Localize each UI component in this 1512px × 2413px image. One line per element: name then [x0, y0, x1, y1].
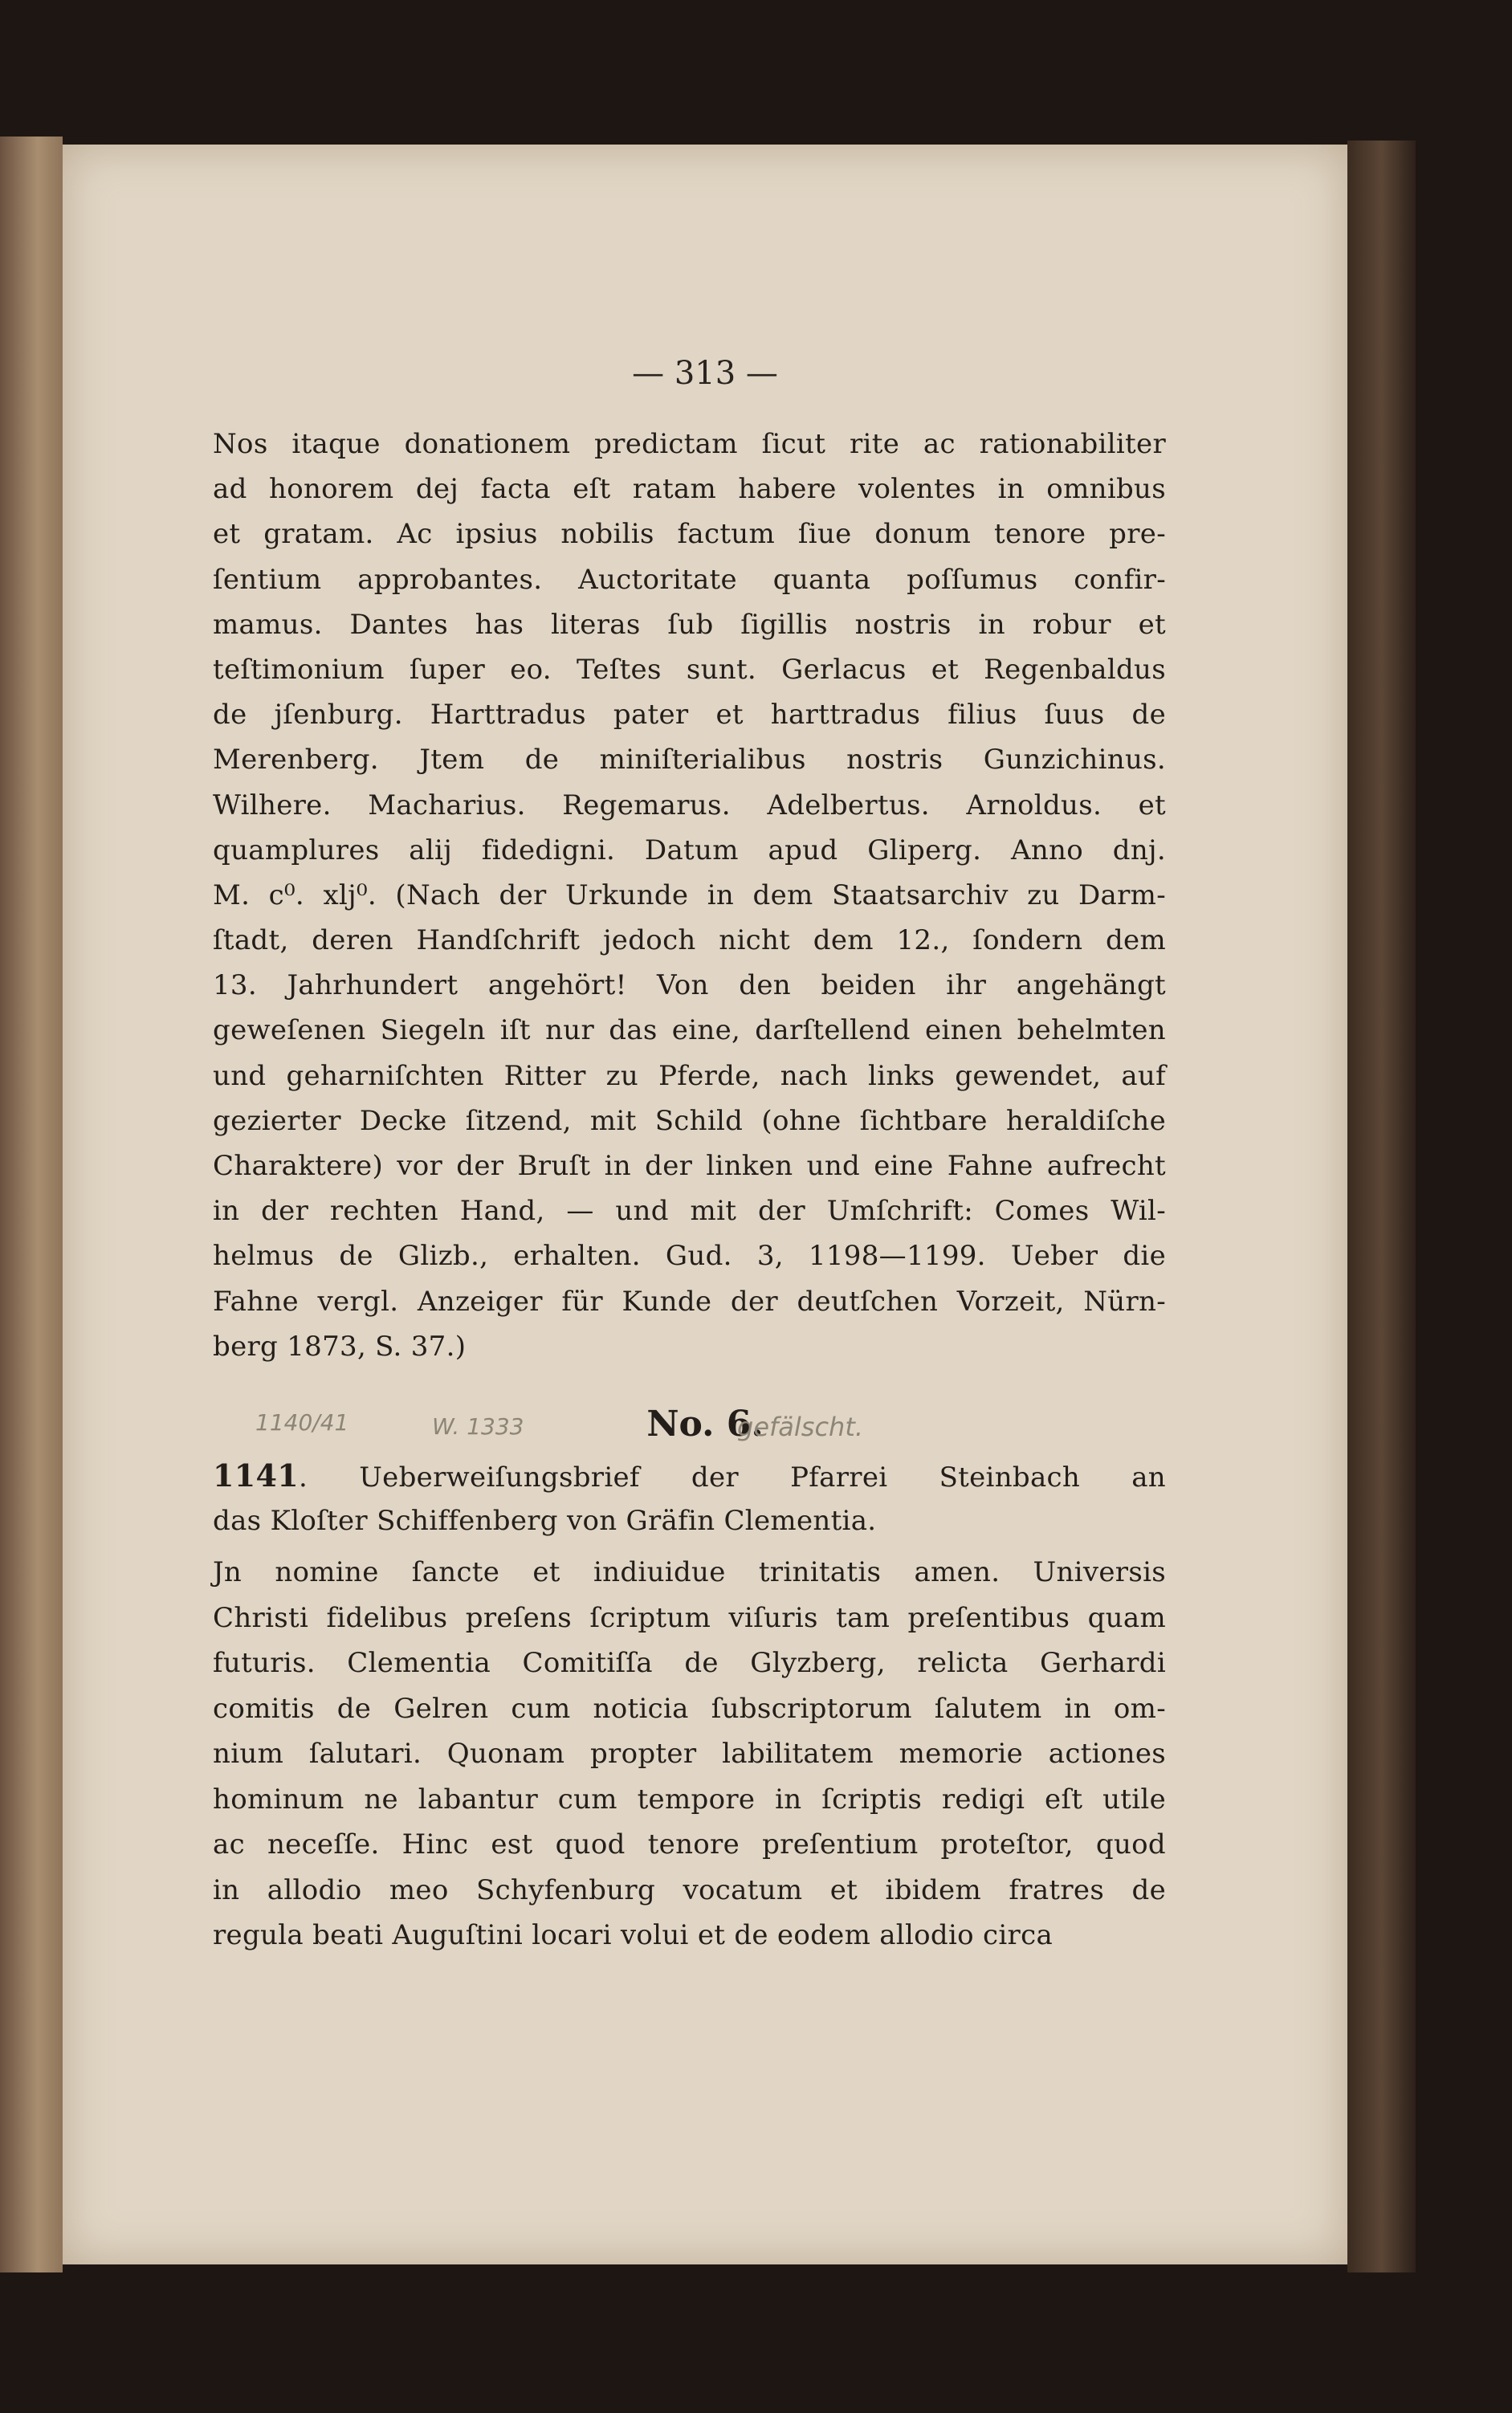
text-line: 13. Jahrhundert angehört! Von den beiden ihr angehängt	[213, 969, 1166, 1002]
text-line: futuris. Clementia Comitiſſa de Glyzberg, relicta Gerhardi	[213, 1647, 1166, 1679]
text-line: in der rechten Hand, — und mit der Umſchrift: Comes Wil-	[213, 1195, 1166, 1228]
text-line: teſtimonium ſuper eo. Teſtes sunt. Gerlacus et Regenbaldus	[213, 653, 1166, 686]
text-line: quamplures alij fidedigni. Datum apud Gliperg. Anno dnj.	[213, 834, 1166, 866]
text-line: regula beati Auguſtini locari volui et de eodem allodio circa	[213, 1919, 1054, 1951]
text-line: Merenberg. Jtem de miniſterialibus nostris Gunzichinus.	[213, 744, 1166, 776]
text-line: mamus. Dantes has literas ſub ſigillis nostris in robur et	[213, 608, 1166, 641]
text-line: nium ſalutari. Quonam propter labilitatem memorie actiones	[213, 1738, 1166, 1770]
pencil-note-middle: W. 1333	[432, 1413, 524, 1440]
pencil-note-right: gefälscht.	[737, 1412, 864, 1442]
text-line: Jn nomine ſancte et indiuidue trinitatis amen. Universis	[213, 1556, 1166, 1588]
text-line: hominum ne labantur cum tempore in ſcriptis redigi eſt utile	[213, 1783, 1166, 1816]
text-line: helmus de Glizb., erhalten. Gud. 3, 1198—1199. Ueber die	[213, 1240, 1166, 1273]
text-line: de jſenburg. Harttradus pater et harttradus filius ſuus de	[213, 699, 1166, 732]
text-line: Christi fidelibus preſens ſcriptum viſuris tam preſentibus quam	[213, 1601, 1166, 1634]
book-page	[63, 145, 1347, 2264]
text-line: geweſenen Siegeln iſt nur das eine, darſtellend einen behelmten	[213, 1014, 1166, 1047]
paragraph-1	[213, 422, 1166, 1369]
text-line: ſtadt, deren Handſchrift jedoch nicht dem 12., ſondern dem	[213, 924, 1166, 957]
text-line: comitis de Gelren cum noticia ſubscriptorum ſalutem in om-	[213, 1692, 1166, 1725]
pencil-note-left: 1140/41	[255, 1409, 349, 1436]
text-line: Wilhere. Macharius. Regemarus. Adelbertus. Arnoldus. et	[213, 789, 1166, 821]
page-number: — 313 —	[632, 355, 778, 392]
heading-title-line-1: . Ueberweiſungsbrief der Pfarrei Steinbach an	[298, 1461, 1166, 1494]
text-line: ſentium approbantes. Auctoritate quanta poſſumus confir-	[213, 563, 1166, 596]
text-line: und geharniſchten Ritter zu Pferde, nach links gewendet, auf	[213, 1059, 1166, 1092]
text-line: et gratam. Ac ipsius nobilis factum ſiue donum tenore pre-	[213, 518, 1166, 551]
document-heading	[213, 1453, 1166, 1543]
document-number: No. 6.	[646, 1404, 764, 1445]
paragraph-2	[213, 1550, 1166, 1959]
text-line: Fahne vergl. Anzeiger für Kunde der deutſchen Vorzeit, Nürn-	[213, 1285, 1166, 1318]
text-line: in allodio meo Schyfenburg vocatum et ibidem fratres de	[213, 1873, 1166, 1906]
text-line: ac neceſſe. Hinc est quod tenore preſentium proteſtor, quod	[213, 1828, 1166, 1861]
book-binding-edge	[1347, 141, 1416, 2272]
text-line: Charaktere) vor der Bruſt in der linken und eine Fahne aufrecht	[213, 1150, 1166, 1182]
left-page-edge	[0, 137, 63, 2272]
text-line: berg 1873, S. 37.)	[213, 1330, 467, 1363]
text-line: M. c⁰. xlj⁰. (Nach der Urkunde in dem Staatsarchiv zu Darm-	[213, 878, 1166, 911]
text-line: ad honorem dej facta eſt ratam habere volentes in omnibus	[213, 473, 1166, 506]
text-line: gezierter Decke ſitzend, mit Schild (ohne ſichtbare heraldiſche	[213, 1104, 1166, 1137]
document-year: 1141	[213, 1457, 299, 1494]
text-line: Nos itaque donationem predictam ſicut rite ac rationabiliter	[213, 428, 1166, 460]
heading-title-line-2: das Kloſter Schiffenberg von Gräfin Clementia.	[213, 1505, 877, 1538]
